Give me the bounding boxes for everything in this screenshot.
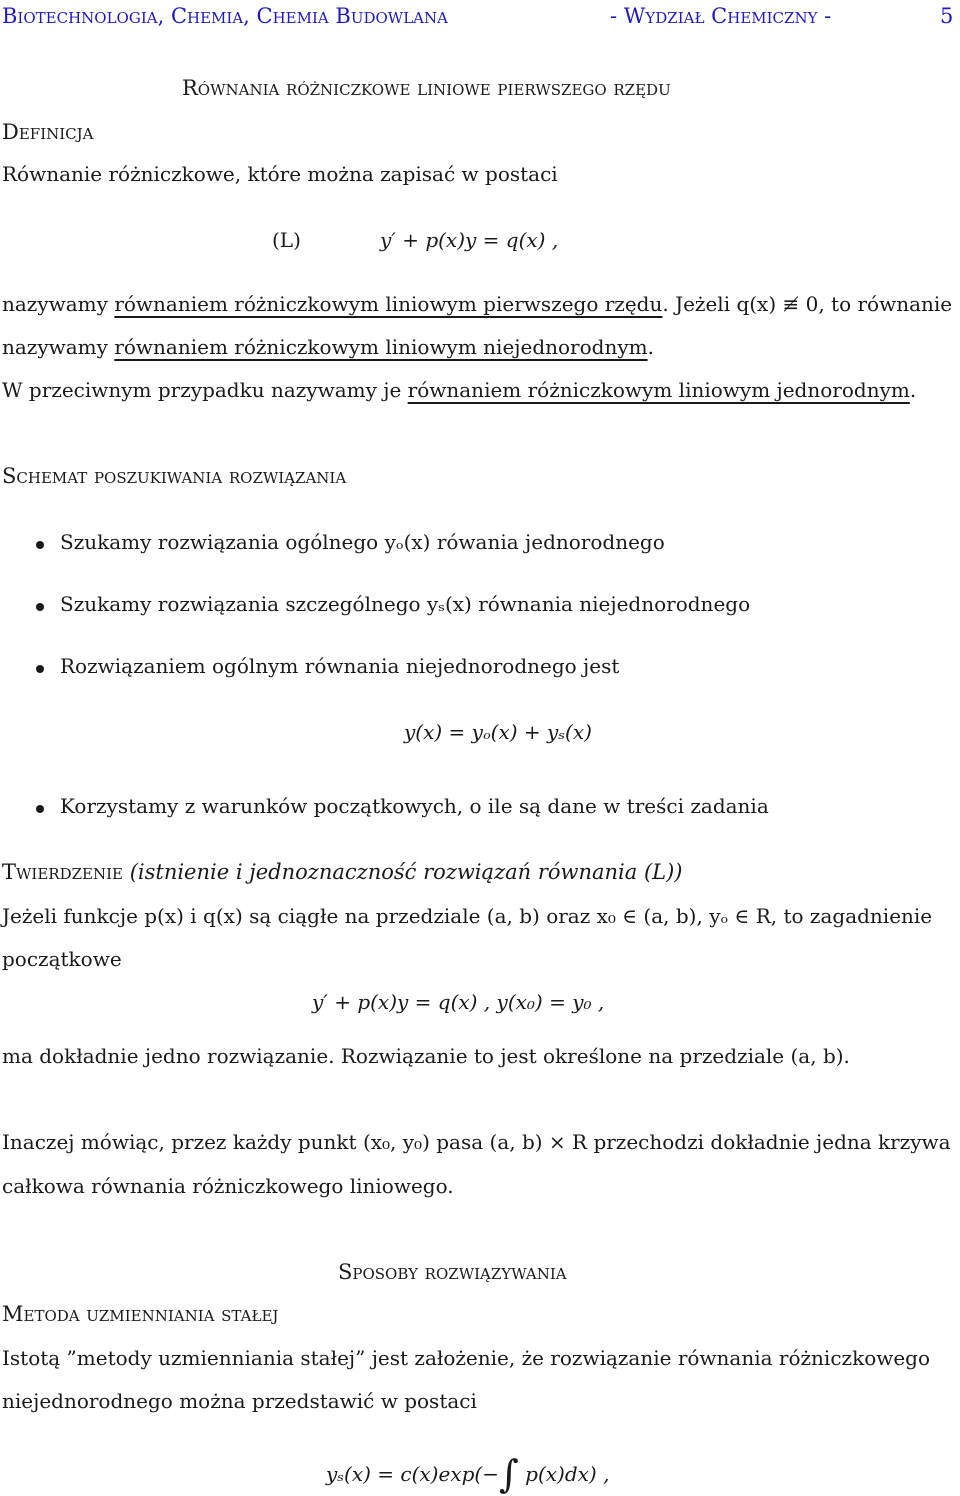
definition-intro: Równanie różniczkowe, które można zapisać w postaci [2,162,558,186]
section-title: Równania różniczkowe liniowe pierwszego rzędu [182,76,671,100]
definition-heading: Definicja [2,120,94,144]
bullet-icon [36,665,44,673]
paragraph-line-1: Inaczej mówiąc, przez każdy punkt (x₀, y₀) pasa (a, b) × R przechodzi dokładnie jedna krzywa [2,1130,951,1154]
schema-item-4: Korzystamy z warunków początkowych, o ile są dane w treści zadania [60,794,769,818]
bullet-icon [36,541,44,549]
text: . [909,378,917,402]
theorem-heading: Twierdzenie [2,860,123,884]
schema-item-3: Rozwiązaniem ogólnym równania niejednorodnego jest [60,654,620,678]
linear-equation: y′ + p(x)y = q(x) , [380,228,559,252]
theorem-heading-line [2,860,683,884]
text: nazywamy [2,292,115,316]
schema-heading: Schemat poszukiwania rozwiązania [2,464,347,488]
definition-line-1 [2,292,952,316]
method-line-1: Istotą ”metody uzmienniania stałej” jest założenie, że rozwiązanie równania różniczkowego [2,1346,931,1370]
header-course-title: Biotechnologia, Chemia, Chemia Budowlana [2,4,448,28]
theorem-line-2: początkowe [2,947,122,971]
variation-of-constant-equation [326,1446,610,1496]
definition-line-3 [2,378,916,402]
text: . [647,335,654,359]
eq-left: yₛ(x) = c(x)exp(− [326,1462,499,1486]
underlined-term: równaniem różniczkowym liniowym jednorodnym [407,378,910,402]
method-subheading: Metoda uzmienniania stałej [2,1302,279,1326]
integral-symbol: ∫ [498,1452,519,1496]
header-faculty: - Wydział Chemiczny - [610,4,832,28]
bullet-icon [36,603,44,611]
underlined-term: równaniem różniczkowym liniowym niejednorodnym [114,335,648,359]
eq-right: p(x)dx) , [525,1462,610,1486]
method-line-2: niejednorodnego można przedstawić w postaci [2,1389,477,1413]
methods-heading: Sposoby rozwiązywania [338,1260,567,1284]
paragraph-line-2: całkowa równania różniczkowego liniowego. [2,1174,454,1198]
underlined-term: równaniem różniczkowym liniowym pierwszego rzędu [114,292,663,316]
theorem-line-1: Jeżeli funkcje p(x) i q(x) są ciągłe na przedziale (a, b) oraz x₀ ∈ (a, b), yₒ ∈ R, to zagadnienie [2,904,933,928]
text: W przeciwnym przypadku nazywamy je [2,378,408,402]
initial-value-problem: y′ + p(x)y = q(x) , y(x₀) = y₀ , [312,990,605,1014]
definition-line-2 [2,335,654,359]
page-number: 5 [940,4,954,28]
text: . Jeżeli q(x) ≢ 0, to równanie [662,292,953,316]
theorem-note: (istnienie i jednoznaczność rozwiązań równania (L)) [129,860,683,884]
theorem-line-3: ma dokładnie jedno rozwiązanie. Rozwiązanie to jest określone na przedziale (a, b). [2,1044,850,1068]
equation-label: (L) [272,228,301,252]
general-solution-equation: y(x) = yₒ(x) + yₛ(x) [404,720,592,744]
text: nazywamy [2,335,115,359]
schema-item-2: Szukamy rozwiązania szczególnego yₛ(x) równania niejednorodnego [60,592,751,616]
schema-item-1: Szukamy rozwiązania ogólnego yₒ(x) rówania jednorodnego [60,530,665,554]
bullet-icon [36,805,44,813]
